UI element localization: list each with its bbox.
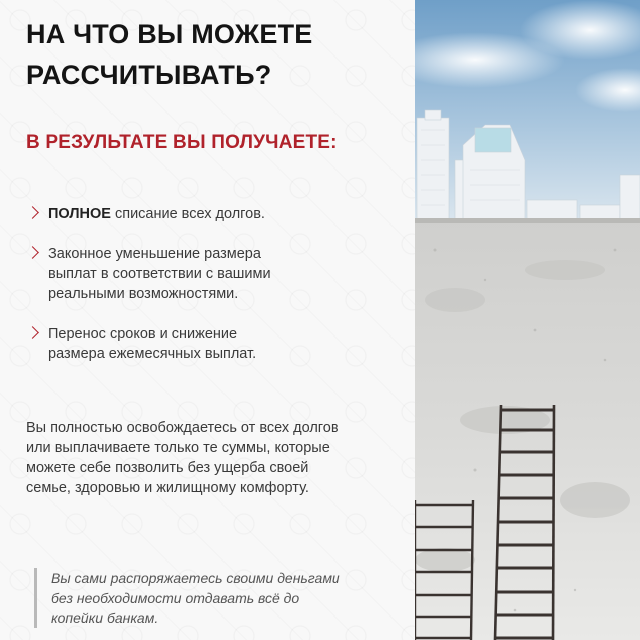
quote-block: Вы сами распоряжаетесь своими деньгами без необходимости отдавать всё до копейки банкам. [34, 568, 341, 628]
ladder-wall-image [415, 0, 640, 640]
section-subtitle: В РЕЗУЛЬТАТЕ ВЫ ПОЛУЧАЕТЕ: [26, 132, 337, 153]
bullet-emphasis: ПОЛНОЕ [48, 206, 111, 222]
chevron-right-icon [26, 206, 39, 219]
chevron-right-icon [26, 326, 39, 339]
page-title: НА ЧТО ВЫ МОЖЕТЕ РАССЧИТЫВАТЬ? [26, 19, 313, 90]
bullet-text: Перенос сроков и снижение размера ежемесячных выплат. [48, 326, 257, 362]
list-item [26, 324, 288, 364]
chevron-right-icon [26, 246, 39, 259]
bullet-text: Законное уменьшение размера выплат в соответствии с вашими реальными возможностями. [48, 246, 271, 302]
list-item [26, 244, 298, 304]
list-item [26, 204, 406, 224]
benefits-list [26, 204, 406, 384]
bullet-text: списание всех долгов. [110, 206, 265, 222]
description-text: Вы полностью освобождаетесь от всех долгов или выплачиваете только те суммы, которые можете себе позволить без ущерба своей семье, здоровью и жилищному комфорту. [26, 420, 339, 496]
